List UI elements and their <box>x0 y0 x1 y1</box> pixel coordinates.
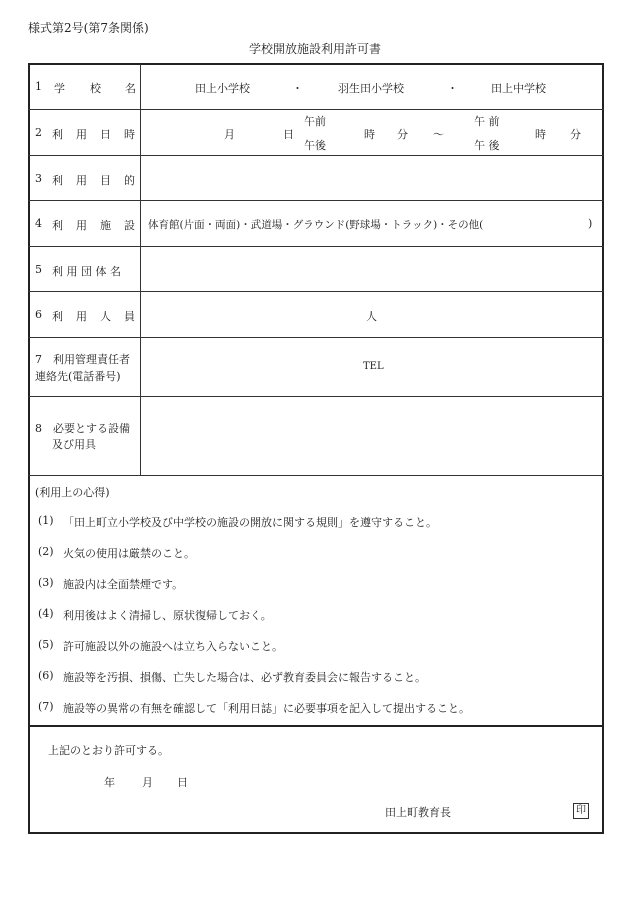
label-char: 的 <box>124 174 135 187</box>
day-unit: 日 <box>177 776 188 789</box>
pm-option-start[interactable]: 午後 <box>304 139 326 152</box>
row-divider <box>28 396 604 397</box>
label-char: 人 <box>100 310 111 323</box>
people-unit: 人 <box>366 310 377 323</box>
label-char: 用 <box>76 128 87 141</box>
label-char: 学 <box>54 82 65 95</box>
row-number: 2 <box>35 126 42 139</box>
rule-text: 火気の使用は厳禁のこと。 <box>63 547 195 560</box>
row-divider <box>28 246 604 247</box>
rule-number: (7) <box>38 700 54 713</box>
range-tilde: 〜 <box>433 128 444 141</box>
label-char: 時 <box>124 128 135 141</box>
label-char: 利 <box>52 174 63 187</box>
day-unit: 日 <box>283 128 294 141</box>
row-number: 1 <box>35 80 42 93</box>
label-char: 利 <box>52 128 63 141</box>
other-close-paren: ) <box>588 217 593 230</box>
row-divider <box>28 337 604 338</box>
school-option-tagami-elementary[interactable]: 田上小学校 <box>195 82 250 95</box>
rules-heading: (利用上の心得) <box>35 486 110 499</box>
label-char: 利 <box>52 310 63 323</box>
row-number: 6 <box>35 308 42 321</box>
label-char: 用 <box>76 174 87 187</box>
column-divider <box>140 64 141 476</box>
row-divider <box>28 155 604 156</box>
document-title: 学校開放施設利用許可書 <box>248 42 381 56</box>
label-char: 用 <box>76 219 87 232</box>
separator: ・ <box>292 82 303 95</box>
school-option-hanyuda-elementary[interactable]: 羽生田小学校 <box>338 82 404 95</box>
row-divider <box>28 291 604 292</box>
rule-number: (6) <box>38 669 54 682</box>
label-char: 施 <box>100 219 111 232</box>
pm-option-end[interactable]: 午 後 <box>474 139 500 152</box>
label-char: 員 <box>124 310 135 323</box>
form-number: 様式第2号(第7条関係) <box>28 21 149 35</box>
permit-statement: 上記のとおり許可する。 <box>48 744 169 757</box>
tel-label: TEL <box>363 361 384 372</box>
label-char: 校 <box>90 82 101 95</box>
row-number: 3 <box>35 172 42 185</box>
section-divider <box>28 725 604 727</box>
am-option-start[interactable]: 午前 <box>304 115 326 128</box>
rule-number: (5) <box>38 638 54 651</box>
label-char: 目 <box>100 174 111 187</box>
rule-number: (1) <box>38 514 54 527</box>
group-name-label: 利 用 団 体 名 <box>52 265 121 278</box>
seal-mark: 印 <box>573 803 589 819</box>
row-number: 4 <box>35 217 42 230</box>
rule-number: (2) <box>38 545 54 558</box>
label-char: 名 <box>125 82 136 95</box>
hour-unit-start: 時 <box>364 128 375 141</box>
rule-text: 「田上町立小学校及び中学校の施設の開放に関する規則」を遵守すること。 <box>63 516 437 529</box>
label-char: 日 <box>100 128 111 141</box>
separator: ・ <box>447 82 458 95</box>
label-char: 利 <box>52 219 63 232</box>
minute-unit-start: 分 <box>397 128 408 141</box>
school-option-tagami-junior-high[interactable]: 田上中学校 <box>491 82 546 95</box>
contact-label: 連絡先(電話番号) <box>35 370 121 383</box>
minute-unit-end: 分 <box>570 128 581 141</box>
issuer-title: 田上町教育長 <box>385 806 451 819</box>
rule-text: 施設等を汚損、損傷、亡失した場合は、必ず教育委員会に報告すること。 <box>63 671 426 684</box>
month-unit: 月 <box>224 128 235 141</box>
rule-text: 施設等の異常の有無を確認して「利用日誌」に必要事項を記入して提出すること。 <box>63 702 470 715</box>
form-frame <box>28 63 604 834</box>
rule-number: (4) <box>38 607 54 620</box>
rule-number: (3) <box>38 576 54 589</box>
year-unit: 年 <box>104 776 115 789</box>
label-char: 設 <box>124 219 135 232</box>
row-number: 5 <box>35 263 42 276</box>
label-char: 用 <box>76 310 87 323</box>
row-divider <box>28 109 604 110</box>
equipment-label: 8 必要とする設備 <box>35 422 130 435</box>
rule-text: 利用後はよく清掃し、原状復帰しておく。 <box>63 609 272 622</box>
rule-text: 許可施設以外の施設へは立ち入らないこと。 <box>63 640 283 653</box>
month-unit: 月 <box>142 776 153 789</box>
row-divider <box>28 200 604 201</box>
facility-options[interactable]: 体育館(片面・両面)・武道場・グラウンド(野球場・トラック)・その他( <box>148 219 484 231</box>
hour-unit-end: 時 <box>535 128 546 141</box>
rule-text: 施設内は全面禁煙です。 <box>63 578 184 591</box>
manager-label: 7 利用管理責任者 <box>35 353 130 366</box>
am-option-end[interactable]: 午 前 <box>474 115 500 128</box>
row-divider <box>28 475 604 476</box>
equipment-label-2: 及び用具 <box>52 438 96 451</box>
